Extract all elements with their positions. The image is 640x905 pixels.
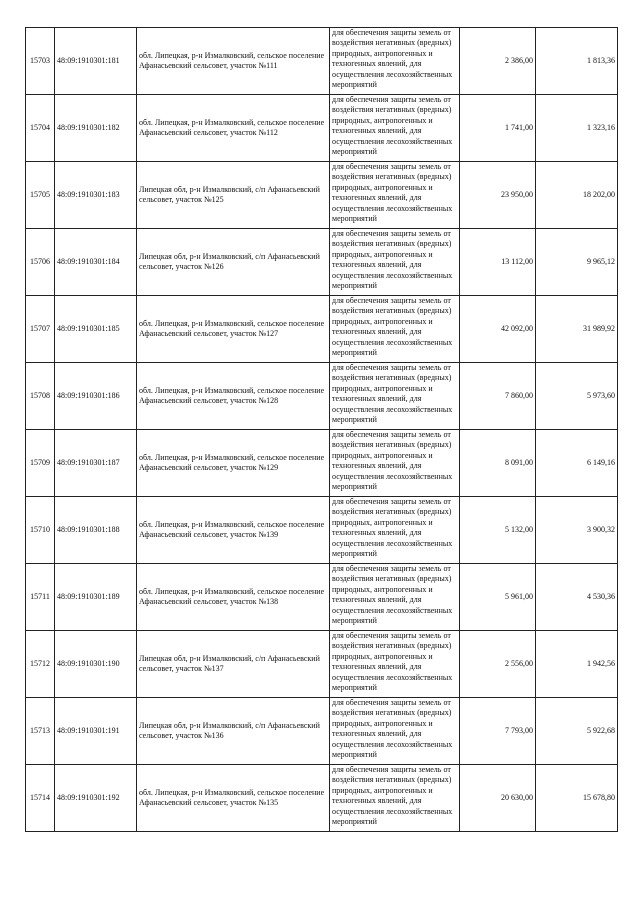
- plot-area: 2 386,00: [460, 28, 536, 95]
- cadastral-value: 1 813,36: [536, 28, 618, 95]
- row-number: 15713: [26, 698, 55, 765]
- cadastral-number: 48:09:1910301:188: [55, 497, 137, 564]
- cadastral-value: 4 530,36: [536, 564, 618, 631]
- table-row: [26, 229, 618, 296]
- permitted-use: [330, 430, 460, 497]
- plot-area: 7 793,00: [460, 698, 536, 765]
- row-number: 15711: [26, 564, 55, 631]
- plot-area: 1 741,00: [460, 95, 536, 162]
- permitted-use: [330, 765, 460, 832]
- permitted-use-text: для обеспечения защиты земель от воздействия негативных (вредных) природных, антропогенных и техногенных явлений, для осуществления лесохозяйственных мероприятий: [332, 95, 453, 157]
- plot-address: Липецкая обл, р-н Измалковский, с/п Афанасьевский сельсовет, участок №137: [137, 631, 330, 698]
- cadastral-value: 31 989,92: [536, 296, 618, 363]
- permitted-use: [330, 296, 460, 363]
- cadastral-number: 48:09:1910301:191: [55, 698, 137, 765]
- permitted-use: [330, 95, 460, 162]
- table-row: [26, 631, 618, 698]
- plot-area: 8 091,00: [460, 430, 536, 497]
- cadastral-value: 1 323,16: [536, 95, 618, 162]
- plot-address: обл. Липецкая, р-н Измалковский, сельское поселение Афанасьевский сельсовет, участок №135: [137, 765, 330, 832]
- cadastral-number: 48:09:1910301:181: [55, 28, 137, 95]
- plot-address: Липецкая обл, р-н Измалковский, с/п Афанасьевский сельсовет, участок №125: [137, 162, 330, 229]
- row-number: 15709: [26, 430, 55, 497]
- permitted-use-text: для обеспечения защиты земель от воздействия негативных (вредных) природных, антропогенных и техногенных явлений, для осуществления лесохозяйственных мероприятий: [332, 698, 453, 760]
- plot-address: обл. Липецкая, р-н Измалковский, сельское поселение Афанасьевский сельсовет, участок №138: [137, 564, 330, 631]
- plot-address: обл. Липецкая, р-н Измалковский, сельское поселение Афанасьевский сельсовет, участок №112: [137, 95, 330, 162]
- permitted-use-text: для обеспечения защиты земель от воздействия негативных (вредных) природных, антропогенных и техногенных явлений, для осуществления лесохозяйственных мероприятий: [332, 363, 453, 425]
- plot-address: обл. Липецкая, р-н Измалковский, сельское поселение Афанасьевский сельсовет, участок №127: [137, 296, 330, 363]
- plot-address: Липецкая обл, р-н Измалковский, с/п Афанасьевский сельсовет, участок №126: [137, 229, 330, 296]
- plot-address: Липецкая обл, р-н Измалковский, с/п Афанасьевский сельсовет, участок №136: [137, 698, 330, 765]
- row-number: 15704: [26, 95, 55, 162]
- plot-area: 13 112,00: [460, 229, 536, 296]
- cadastral-value: 6 149,16: [536, 430, 618, 497]
- cadastral-number: 48:09:1910301:185: [55, 296, 137, 363]
- cadastral-value: 9 965,12: [536, 229, 618, 296]
- table-row: [26, 698, 618, 765]
- table-row: [26, 765, 618, 832]
- row-number: 15708: [26, 363, 55, 430]
- permitted-use: [330, 698, 460, 765]
- plot-area: 5 961,00: [460, 564, 536, 631]
- permitted-use: [330, 162, 460, 229]
- row-number: 15714: [26, 765, 55, 832]
- row-number: 15703: [26, 28, 55, 95]
- table-row: [26, 430, 618, 497]
- cadastral-value: 5 922,68: [536, 698, 618, 765]
- permitted-use-text: для обеспечения защиты земель от воздействия негативных (вредных) природных, антропогенных и техногенных явлений, для осуществления лесохозяйственных мероприятий: [332, 229, 453, 291]
- table-row: [26, 363, 618, 430]
- permitted-use-text: для обеспечения защиты земель от воздействия негативных (вредных) природных, антропогенных и техногенных явлений, для осуществления лесохозяйственных мероприятий: [332, 162, 453, 224]
- permitted-use-text: для обеспечения защиты земель от воздействия негативных (вредных) природных, антропогенных и техногенных явлений, для осуществления лесохозяйственных мероприятий: [332, 430, 453, 492]
- cadastral-number: 48:09:1910301:187: [55, 430, 137, 497]
- row-number: 15707: [26, 296, 55, 363]
- cadastral-number: 48:09:1910301:192: [55, 765, 137, 832]
- table-row: [26, 497, 618, 564]
- plot-area: 20 630,00: [460, 765, 536, 832]
- permitted-use: [330, 28, 460, 95]
- cadastral-number: 48:09:1910301:189: [55, 564, 137, 631]
- cadastral-number: 48:09:1910301:182: [55, 95, 137, 162]
- permitted-use-text: для обеспечения защиты земель от воздействия негативных (вредных) природных, антропогенных и техногенных явлений, для осуществления лесохозяйственных мероприятий: [332, 28, 453, 90]
- permitted-use-text: для обеспечения защиты земель от воздействия негативных (вредных) природных, антропогенных и техногенных явлений, для осуществления лесохозяйственных мероприятий: [332, 497, 453, 559]
- table-row: [26, 162, 618, 229]
- plot-area: 2 556,00: [460, 631, 536, 698]
- table-row: [26, 95, 618, 162]
- row-number: 15705: [26, 162, 55, 229]
- permitted-use: [330, 229, 460, 296]
- cadastral-number: 48:09:1910301:186: [55, 363, 137, 430]
- permitted-use: [330, 497, 460, 564]
- permitted-use-text: для обеспечения защиты земель от воздействия негативных (вредных) природных, антропогенных и техногенных явлений, для осуществления лесохозяйственных мероприятий: [332, 564, 453, 626]
- plot-address: обл. Липецкая, р-н Измалковский, сельское поселение Афанасьевский сельсовет, участок №128: [137, 363, 330, 430]
- cadastral-number: 48:09:1910301:184: [55, 229, 137, 296]
- land-plots-table: [25, 27, 618, 832]
- cadastral-number: 48:09:1910301:190: [55, 631, 137, 698]
- cadastral-value: 3 900,32: [536, 497, 618, 564]
- cadastral-value: 5 973,60: [536, 363, 618, 430]
- row-number: 15710: [26, 497, 55, 564]
- permitted-use-text: для обеспечения защиты земель от воздействия негативных (вредных) природных, антропогенных и техногенных явлений, для осуществления лесохозяйственных мероприятий: [332, 296, 453, 358]
- plot-address: обл. Липецкая, р-н Измалковский, сельское поселение Афанасьевский сельсовет, участок №129: [137, 430, 330, 497]
- plot-area: 7 860,00: [460, 363, 536, 430]
- permitted-use: [330, 363, 460, 430]
- cadastral-value: 18 202,00: [536, 162, 618, 229]
- plot-area: 5 132,00: [460, 497, 536, 564]
- row-number: 15712: [26, 631, 55, 698]
- land-plots-body: [26, 28, 618, 832]
- cadastral-number: 48:09:1910301:183: [55, 162, 137, 229]
- cadastral-value: 1 942,56: [536, 631, 618, 698]
- plot-address: обл. Липецкая, р-н Измалковский, сельское поселение Афанасьевский сельсовет, участок №139: [137, 497, 330, 564]
- permitted-use-text: для обеспечения защиты земель от воздействия негативных (вредных) природных, антропогенных и техногенных явлений, для осуществления лесохозяйственных мероприятий: [332, 631, 453, 693]
- plot-area: 42 092,00: [460, 296, 536, 363]
- table-row: [26, 564, 618, 631]
- table-row: [26, 28, 618, 95]
- permitted-use: [330, 564, 460, 631]
- cadastral-value: 15 678,80: [536, 765, 618, 832]
- permitted-use-text: для обеспечения защиты земель от воздействия негативных (вредных) природных, антропогенных и техногенных явлений, для осуществления лесохозяйственных мероприятий: [332, 765, 453, 827]
- plot-area: 23 950,00: [460, 162, 536, 229]
- permitted-use: [330, 631, 460, 698]
- row-number: 15706: [26, 229, 55, 296]
- plot-address: обл. Липецкая, р-н Измалковский, сельское поселение Афанасьевский сельсовет, участок №111: [137, 28, 330, 95]
- table-row: [26, 296, 618, 363]
